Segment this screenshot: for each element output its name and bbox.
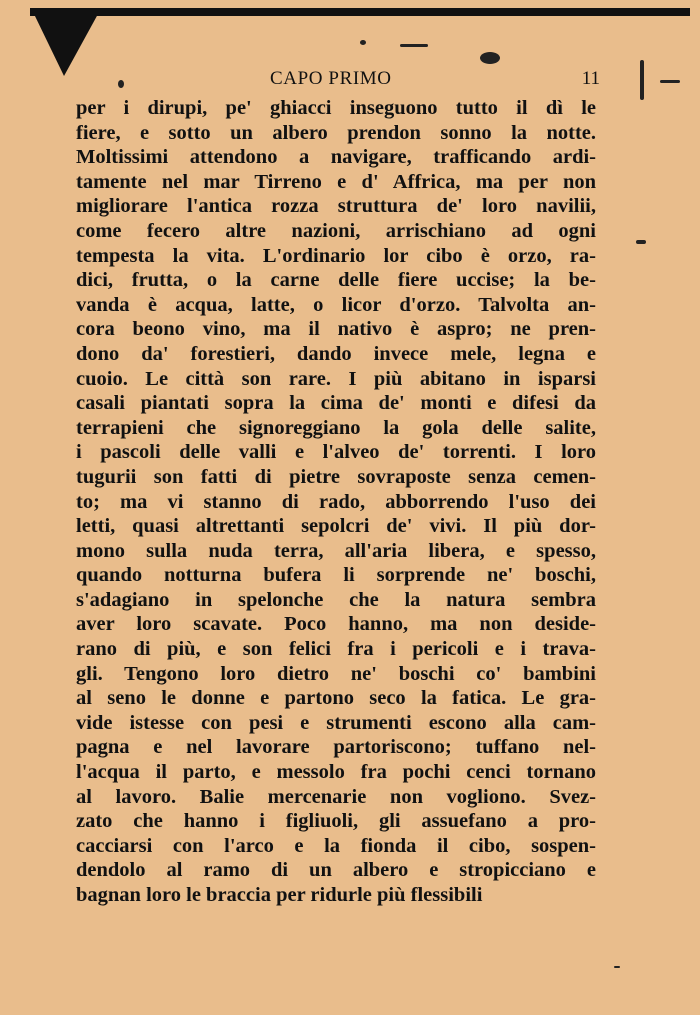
- text-line: quando notturna bufera li sorprende ne' boschi,: [76, 564, 596, 587]
- text-line: cora beono vino, ma il nativo è aspro; ne pren-: [76, 318, 596, 341]
- text-line: per i dirupi, pe' ghiacci inseguono tutto il dì le: [76, 97, 596, 119]
- text-line: bagnan loro le braccia per ridurle più flessibili: [76, 884, 483, 906]
- text-line: cacciarsi con l'arco e la fionda il cibo, sospen-: [76, 834, 596, 857]
- ink-speck: [640, 60, 644, 100]
- ink-speck: [614, 966, 620, 968]
- text-line: tempesta la vita. L'ordinario lor cibo è orzo, ra-: [76, 244, 596, 267]
- text-line: cuoio. Le città son rare. I più abitano in isparsi: [76, 367, 596, 390]
- text-line: rano di più, e son felici fra i pericoli e i trava-: [76, 638, 596, 661]
- ink-speck: [660, 80, 680, 83]
- ink-speck: [636, 240, 646, 244]
- text-line: pagna e nel lavorare partoriscono; tuffano nel-: [76, 736, 596, 759]
- text-line: letti, quasi altrettanti sepolcri de' vivi. Il più dor-: [76, 515, 596, 538]
- text-line: migliorare l'antica rozza struttura de' loro navilii,: [76, 195, 596, 218]
- text-line: aver loro scavate. Poco hanno, ma non deside-: [76, 613, 596, 636]
- body-text: [76, 96, 596, 908]
- text-line: i pascoli delle valli e l'alveo de' torrenti. I loro: [76, 441, 596, 464]
- text-line: terrapieni che signoreggiano la gola delle salite,: [76, 416, 596, 439]
- ink-speck: [400, 44, 428, 47]
- text-line: dendolo al ramo di un albero e stropicciano e: [76, 859, 596, 882]
- text-line: vanda è acqua, latte, o licor d'orzo. Talvolta an-: [76, 293, 596, 316]
- text-line: l'acqua il parto, e messolo fra pochi cenci tornano: [76, 761, 596, 784]
- running-head: [80, 68, 600, 96]
- text-line: dici, frutta, o la carne delle fiere uccise; la be-: [76, 269, 596, 292]
- ink-speck: [360, 40, 366, 45]
- text-line: tugurii son fatti di pietre sovraposte senza cemen-: [76, 465, 596, 488]
- text-line: gli. Tengono loro dietro ne' boschi co' bambini: [76, 662, 596, 685]
- text-line: mono sulla nuda terra, all'aria libera, e spesso,: [76, 539, 596, 562]
- page-number: 11: [581, 68, 600, 89]
- text-line: s'adagiano in spelonche che la natura sembra: [76, 588, 596, 611]
- top-rule: [30, 8, 690, 16]
- ink-speck: [480, 52, 500, 64]
- text-line: Moltissimi attendono a navigare, trafficando ardi-: [76, 146, 596, 169]
- text-line: come fecero altre nazioni, arrischiano ad ogni: [76, 219, 596, 242]
- text-line: al seno le donne e partono seco la fatica. Le gra-: [76, 687, 596, 710]
- corner-ink-mark: [34, 14, 98, 76]
- text-line: al lavoro. Balie mercenarie non vogliono. Svez-: [76, 785, 596, 808]
- text-line: dono da' forestieri, dando invece mele, legna e: [76, 342, 596, 365]
- text-line: casali piantati sopra la cima de' monti e difesi da: [76, 392, 596, 415]
- text-line: tamente nel mar Tirreno e d' Affrica, ma per non: [76, 170, 596, 193]
- chapter-title: CAPO PRIMO: [270, 68, 392, 89]
- text-line: fiere, e sotto un albero prendon sonno la notte.: [76, 121, 596, 144]
- text-line: vide istesse con pesi e strumenti escono alla cam-: [76, 711, 596, 734]
- text-line: zato che hanno i figliuoli, gli assuefano a pro-: [76, 810, 596, 833]
- text-line: to; ma vi stanno di rado, abborrendo l'uso dei: [76, 490, 596, 513]
